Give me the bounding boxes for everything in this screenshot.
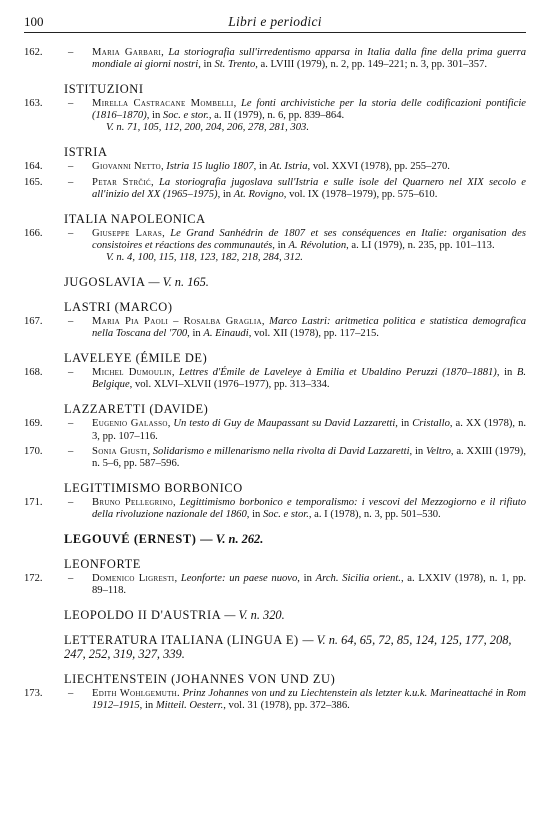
xref-numbers: 4, 100, 115, 118, 123, 182, 218, 284, 312. [127, 251, 303, 263]
entry-dash: – [68, 688, 74, 700]
entry-title: Istria 15 luglio 1807 [166, 161, 254, 173]
heading-text: LEGITTIMISMO BORBONICO [64, 480, 243, 495]
entry-separator: , [162, 227, 171, 239]
entry-in: , in [272, 239, 289, 251]
entry-journal: At. Istria [269, 161, 308, 173]
bibliography-entry [24, 688, 526, 712]
entry-author: Mirella Castracane Mombelli [92, 98, 234, 110]
entry-separator: , [151, 176, 159, 188]
entry-separator: , [147, 445, 153, 457]
entry-journal: A. Einaudi [203, 328, 249, 340]
entry-in: , in [146, 110, 163, 122]
entry-title: Le fonti archivistiche per la storia delle codificazioni pontificie (1816–1870) [92, 98, 526, 122]
entry-citation: , a. XXIII (1979), n. 5–6, pp. 587–596. [92, 445, 526, 469]
entry-citation: , a. LI (1979), n. 235, pp. 101–113. [346, 239, 495, 251]
entry-title: Solidarismo e millenarismo nella rivolta di David Lazzaretti [152, 445, 410, 457]
bibliography-entry [24, 367, 526, 391]
entry-dash: – [68, 161, 74, 173]
bibliography-entry [24, 573, 526, 597]
entry-author: Eugenio Galasso [92, 418, 168, 430]
entry-citation: , a. XX (1978), n. 3, pp. 107–116. [92, 418, 527, 442]
entry-dash: – [68, 572, 74, 584]
entry-dash: – [68, 47, 74, 58]
entry-separator: , [160, 161, 167, 173]
section-heading [24, 672, 526, 686]
bibliography-entry [24, 47, 526, 71]
bibliography-content [24, 47, 526, 715]
entry-title: La storiografia jugoslava sull'Istria e sulle isole del Quarnero nel XIX secolo e all'inizio del XX (1965–1975) [92, 176, 527, 200]
entry-separator: , [174, 572, 181, 584]
section-heading [24, 275, 526, 289]
entry-author: Bruno Pellegrino [92, 496, 173, 508]
entry-citation: , vol. XXVI (1978), pp. 255–270. [307, 161, 450, 173]
entry-title: Prinz Johannes von und zu Liechtenstein als letzter k.u.k. Marineattaché in Rom 1912–1915 [92, 688, 526, 712]
document-page [24, 0, 526, 832]
entry-cross-reference [106, 252, 303, 263]
entry-citation: , vol. XLVI–XLVII (1976–1977), pp. 313–334. [129, 379, 330, 391]
page-header [24, 16, 526, 33]
entry-citation: , vol. IX (1978–1979), pp. 575–610. [283, 188, 438, 200]
entry-citation: , a. LVIII (1979), n. 2, pp. 149–221; n. 3, pp. 301–357. [255, 59, 488, 71]
entry-number: 171. [24, 496, 43, 508]
entry-cross-reference [106, 122, 309, 133]
heading-text: LEGOUVÉ (ERNEST) [64, 531, 197, 546]
bibliography-entry [24, 497, 526, 521]
entry-number: 167. [24, 316, 43, 328]
entry-separator: , [167, 418, 174, 430]
entry-journal: At. Rovigno [233, 188, 284, 200]
section-heading [24, 481, 526, 495]
entry-citation: , a. II (1979), n. 6, pp. 839–864. [208, 110, 345, 122]
entry-author: Edith Wohlgemuth [92, 688, 178, 700]
entry-title: Legittimismo borbonico e temporalismo: i vescovi del Mezzogiorno e il rifiuto della rivoluzione nazionale del 1860 [92, 496, 526, 520]
entry-dash: – [68, 418, 74, 430]
entry-journal: B. Belgique [92, 367, 526, 391]
entry-citation: , vol. XII (1978), pp. 117–215. [248, 328, 379, 340]
bibliography-entry [24, 418, 526, 442]
entry-title: Le Grand Sanhédrin de 1807 et ses conséquences en Italie: organisation des consistoires et réactions des communautés [92, 227, 526, 251]
bibliography-entry [24, 446, 526, 470]
heading-text: LAZZARETTI (DAVIDE) [64, 402, 209, 417]
entry-separator: , [161, 47, 169, 58]
heading-text: LETTERATURA ITALIANA (LINGUA E) [64, 633, 299, 648]
entry-dash: – [68, 445, 74, 457]
entry-journal: A. Révolution [288, 239, 347, 251]
entry-title: Leonforte: un paese nuovo [180, 572, 298, 584]
heading-cross-reference: — V. n. 165. [148, 275, 209, 290]
entry-separator: , [171, 367, 180, 379]
section-heading [24, 608, 526, 622]
entry-number: 164. [24, 161, 43, 173]
entry-journal: Cristallo [412, 418, 450, 430]
entry-author: Domenico Ligresti [92, 572, 175, 584]
entry-dash: – [68, 496, 74, 508]
entry-author: Giuseppe Laras [92, 227, 163, 239]
entry-dash: – [68, 176, 74, 188]
entry-separator: , [173, 496, 180, 508]
heading-cross-reference: — V. n. 64, 65, 72, 85, 124, 125, 177, 208, 247, 252, 319, 327, 339. [64, 633, 512, 662]
section-heading [24, 557, 526, 571]
heading-text: ITALIA NAPOLEONICA [64, 211, 206, 226]
entry-in: , in [395, 418, 413, 430]
entry-journal: Arch. Sicilia orient. [315, 572, 401, 584]
heading-text: JUGOSLAVIA [64, 275, 145, 290]
entry-separator: , [233, 98, 241, 110]
entry-citation: , a. LXXIV (1978), n. 1, pp. 89–118. [92, 572, 527, 597]
section-heading [24, 82, 526, 96]
running-title: Libri e periodici [228, 14, 322, 29]
entry-separator: . [177, 688, 183, 700]
section-heading [24, 402, 526, 416]
entry-journal: Veltro [425, 445, 451, 457]
section-heading [24, 351, 526, 365]
entry-in: , in [198, 59, 215, 71]
entry-author: Michel Dumoulin [92, 367, 172, 379]
entry-author: Maria Garbari [92, 47, 162, 58]
section-heading [24, 300, 526, 314]
xref-numbers: 71, 105, 112, 200, 204, 206, 278, 281, 303. [127, 122, 309, 134]
entry-number: 166. [24, 227, 43, 239]
entry-in: , in [217, 188, 234, 200]
heading-text: LAVELEYE (ÉMILE DE) [64, 351, 208, 366]
entry-in: , in [246, 508, 263, 520]
section-heading [24, 633, 526, 661]
entry-journal: Soc. e stor. [262, 508, 309, 520]
entry-in: , in [409, 445, 426, 457]
heading-text: ISTRIA [64, 145, 108, 160]
entry-author: Petar Strčić [92, 176, 151, 188]
heading-text: LEONFORTE [64, 556, 141, 571]
entry-in: , in [496, 367, 517, 379]
entry-author: Giovanni Netto [92, 161, 161, 173]
bibliography-entry [24, 161, 526, 173]
entry-in: , in [139, 700, 156, 712]
entry-number: 165. [24, 176, 43, 188]
bibliography-entry [24, 228, 526, 264]
entry-author: Sonia Giusti [92, 445, 148, 457]
heading-text: LEOPOLDO II D'AUSTRIA [64, 608, 221, 623]
entry-number: 170. [24, 445, 43, 457]
entry-number: 172. [24, 572, 43, 584]
entry-dash: – [68, 98, 74, 110]
heading-cross-reference: — V. n. 320. [224, 608, 285, 623]
entry-dash: – [68, 227, 74, 239]
bibliography-entry [24, 316, 526, 340]
entry-separator: , [261, 316, 270, 328]
entry-number: 169. [24, 418, 43, 430]
entry-citation: , vol. 31 (1978), pp. 372–386. [223, 700, 350, 712]
entry-number: 163. [24, 98, 43, 110]
bibliography-entry [24, 98, 526, 134]
entry-title: Lettres d'Émile de Laveleye à Emilia et Ubaldino Peruzzi (1870–1881) [179, 367, 497, 379]
entry-number: 168. [24, 367, 43, 379]
xref-label: V. n. [106, 122, 125, 134]
xref-label: V. n. [106, 251, 125, 263]
section-heading [24, 145, 526, 159]
entry-in: , in [253, 161, 270, 173]
entry-number: 162. [24, 47, 43, 58]
entry-author: Maria Pia Paoli – Rosalba Graglia [92, 316, 262, 328]
entry-title: Un testo di Guy de Maupassant su David Lazzaretti [173, 418, 396, 430]
heading-text: LIECHTENSTEIN (JOHANNES VON UND ZU) [64, 672, 336, 687]
section-heading [24, 212, 526, 226]
entry-in: , in [297, 572, 316, 584]
section-heading [24, 532, 526, 546]
entry-journal: Mitteil. Oesterr. [155, 700, 224, 712]
entry-dash: – [68, 367, 74, 379]
entry-journal: Soc. e stor. [162, 110, 209, 122]
page-number: 100 [24, 14, 44, 29]
entry-title: Marco Lastri: aritmetica politica e statistica demografica nella Toscana del '700 [92, 316, 526, 340]
heading-text: LASTRI (MARCO) [64, 300, 173, 315]
heading-text: ISTITUZIONI [64, 82, 144, 97]
bibliography-entry [24, 177, 526, 201]
entry-dash: – [68, 316, 74, 328]
entry-citation: , a. I (1978), n. 3, pp. 501–530. [308, 508, 441, 520]
entry-in: , in [187, 328, 204, 340]
entry-title: La storiografia sull'irredentismo apparsa in Italia dalla fine della prima guerra mondiale ai giorni nostri [92, 47, 526, 71]
heading-cross-reference: — V. n. 262. [200, 531, 264, 546]
entry-number: 173. [24, 688, 43, 700]
entry-journal: St. Trento [214, 59, 256, 71]
